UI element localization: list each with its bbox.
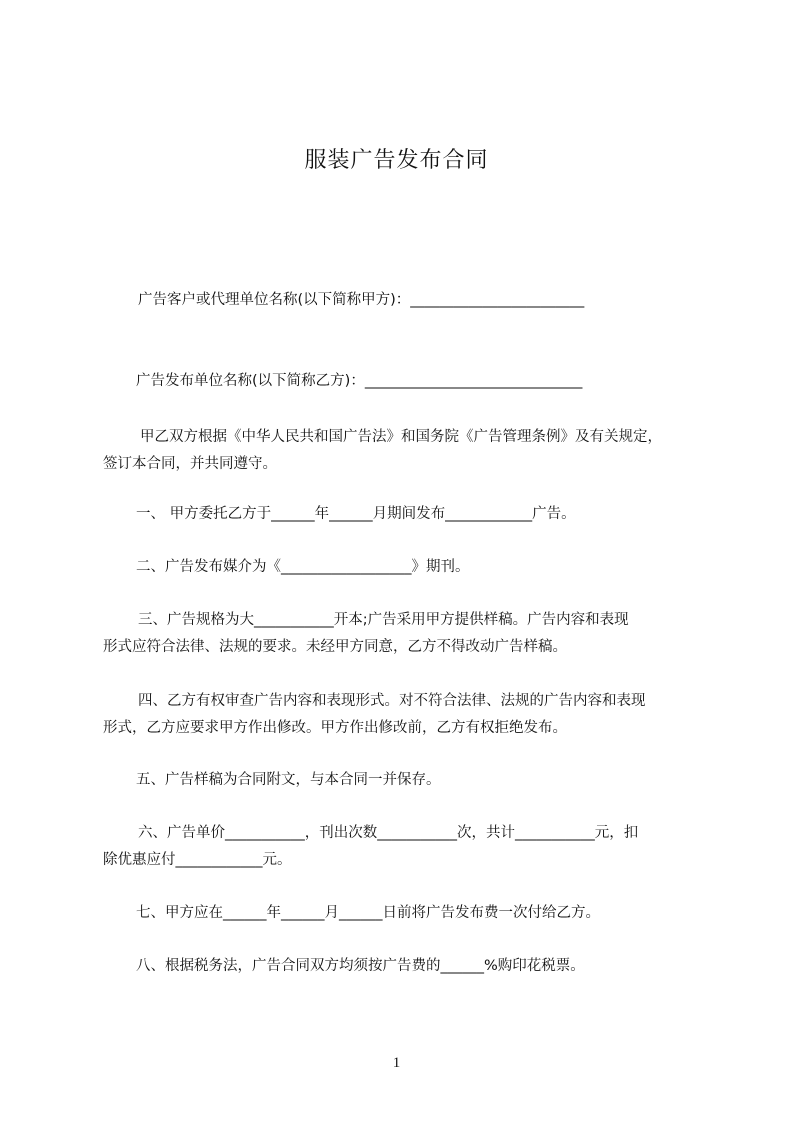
clause-3-line-2: 形式应符合法律、法规的要求。未经甲方同意，乙方不得改动广告样稿。 [103, 639, 567, 655]
page-number: 1 [392, 1055, 401, 1071]
clause-7: 七、甲方应在______年______月______日前将广告发布费一次付给乙方。 [136, 905, 600, 921]
clause-3-line-1: 三、广告规格为大___________开本;广告采用甲方提供样稿。广告内容和表现 [138, 612, 629, 628]
clause-2: 二、广告发布媒介为《__________________》期刊。 [136, 559, 470, 575]
page-title: 服装广告发布合同 [304, 148, 489, 173]
clause-4-line-2: 形式，乙方应要求甲方作出修改。甲方作出修改前，乙方有权拒绝发布。 [103, 720, 567, 736]
preamble-line-1: 甲乙双方根据《中华人民共和国广告法》和国务院《广告管理条例》及有关规定， [140, 429, 662, 445]
clause-5: 五、广告样稿为合同附文，与本合同一并保存。 [136, 772, 441, 788]
clause-6-line-2: 除优惠应付____________元。 [103, 852, 292, 868]
clause-8: 八、根据税务法，广告合同双方均须按广告费的______%购印花税票。 [136, 958, 585, 974]
party-b-line: 广告发布单位名称(以下简称乙方)：______________________________ [136, 373, 583, 389]
preamble-line-2: 签订本合同，并共同遵守。 [103, 456, 277, 472]
clause-4-line-1: 四、乙方有权审查广告内容和表现形式。对不符合法律、法规的广告内容和表现 [138, 693, 646, 709]
clause-1: 一、 甲方委托乙方于______年______月期间发布____________广告。 [136, 506, 576, 522]
clause-6-line-1: 六、广告单价___________，刊出次数___________次，共计___________元，扣 [138, 825, 639, 841]
party-a-line: 广告客户或代理单位名称(以下简称甲方)：________________________ [138, 292, 585, 308]
